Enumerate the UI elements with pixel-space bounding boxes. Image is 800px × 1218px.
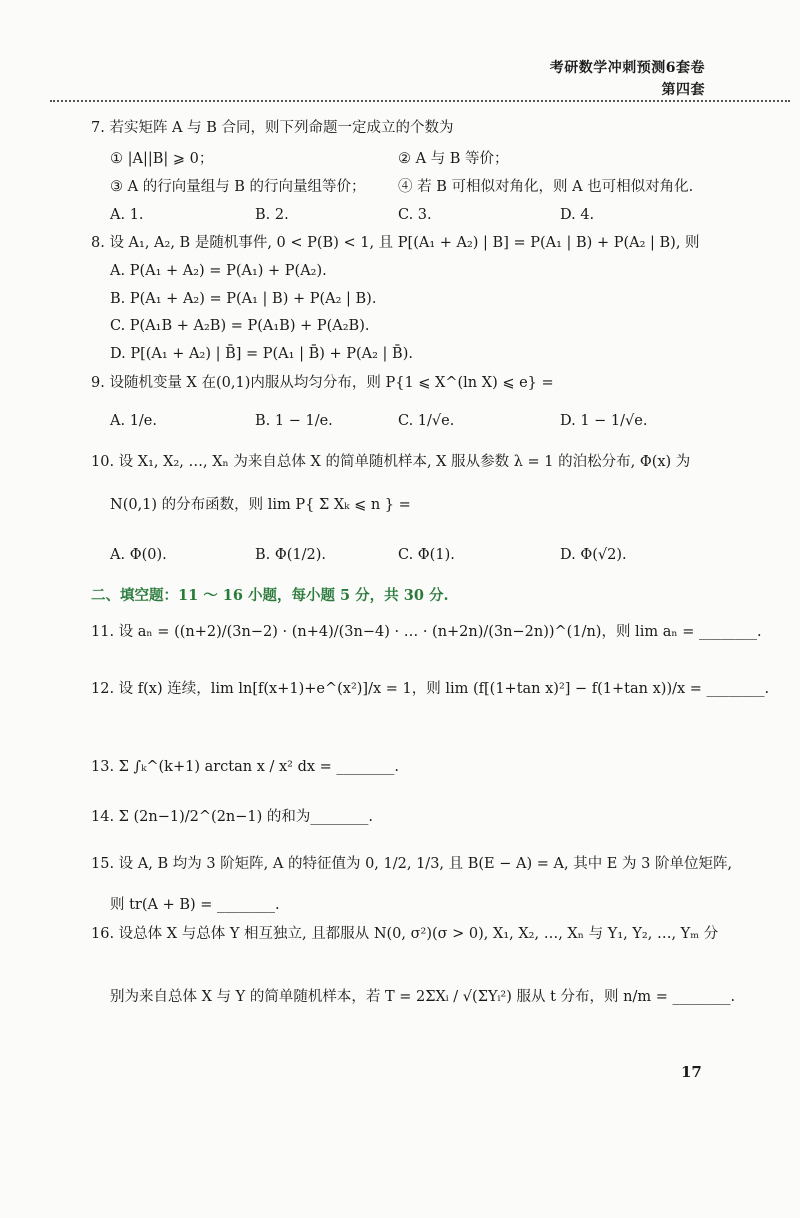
header-subtitle: 第四套 (661, 82, 705, 98)
q11-text: 11. 设 aₙ = ((n+2)/(3n−2) · (n+4)/(3n−4) · … · (n+2n)/(3n−2n))^(1/n)，则 lim aₙ = ________. (91, 624, 762, 640)
q7-statement-4: ④ 若 B 可相似对角化，则 A 也可相似对角化. (398, 179, 694, 195)
q7-option-d: D. 4. (560, 207, 595, 223)
q10-option-d: D. Φ(√2). (560, 547, 627, 563)
q10-option-b: B. Φ(1/2). (255, 547, 327, 563)
q7-option-b: B. 2. (255, 207, 289, 223)
q8-option-d: D. P[(A₁ + A₂) | B̄] = P(A₁ | B̄) + P(A₂ | B̄). (110, 346, 413, 362)
q7-stem: 7. 若实矩阵 A 与 B 合同，则下列命题一定成立的个数为 (91, 120, 454, 136)
q10-option-a: A. Φ(0). (110, 547, 167, 563)
q10-stem: 10. 设 X₁, X₂, …, Xₙ 为来自总体 X 的简单随机样本, X 服从参数 λ = 1 的泊松分布, Φ(x) 为 (91, 454, 691, 470)
q7-statement-2: ② A 与 B 等价； (398, 151, 509, 167)
q9-option-c: C. 1/√e. (398, 413, 455, 429)
q10-stem-continued: N(0,1) 的分布函数，则 lim P{ Σ Xₖ ⩽ n } = (110, 497, 411, 513)
q9-option-b: B. 1 − 1/e. (255, 413, 333, 429)
q15-text-continued: 则 tr(A + B) = ________. (110, 897, 280, 913)
q8-stem: 8. 设 A₁, A₂, B 是随机事件, 0 < P(B) < 1, 且 P[(A₁ + A₂) | B] = P(A₁ | B) + P(A₂ | B), 则 (91, 235, 700, 251)
q9-option-d: D. 1 − 1/√e. (560, 413, 648, 429)
header-title: 考研数学冲刺预测6套卷 (549, 60, 705, 76)
q8-option-a: A. P(A₁ + A₂) = P(A₁) + P(A₂). (110, 263, 327, 279)
q9-option-a: A. 1/e. (110, 413, 157, 429)
q8-option-c: C. P(A₁B + A₂B) = P(A₁B) + P(A₂B). (110, 318, 370, 334)
q16-text: 16. 设总体 X 与总体 Y 相互独立, 且都服从 N(0, σ²)(σ > 0), X₁, X₂, …, Xₙ 与 Y₁, Y₂, …, Yₘ 分 (91, 926, 719, 942)
q16-text-continued: 别为来自总体 X 与 Y 的简单随机样本，若 T = 2ΣXᵢ / √(ΣYᵢ²) 服从 t 分布，则 n/m = ________. (110, 989, 736, 1005)
q10-option-c: C. Φ(1). (398, 547, 455, 563)
q13-text: 13. Σ ∫ₖ^(k+1) arctan x / x² dx = ________. (91, 759, 400, 775)
q14-text: 14. Σ (2n−1)/2^(2n−1) 的和为________. (91, 809, 374, 825)
q15-text: 15. 设 A, B 均为 3 阶矩阵, A 的特征值为 0, 1/2, 1/3, 且 B(E − A) = A, 其中 E 为 3 阶单位矩阵, (91, 856, 733, 872)
page-number: 17 (681, 1063, 702, 1081)
section-2-heading: 二、填空题：11 ～ 16 小题，每小题 5 分，共 30 分. (91, 587, 449, 604)
q7-option-c: C. 3. (398, 207, 432, 223)
q12-text: 12. 设 f(x) 连续，lim ln[f(x+1)+e^(x²)]/x = 1，则 lim (f[(1+tan x)²] − f(1+tan x))/x = ________. (91, 681, 770, 697)
q8-option-b: B. P(A₁ + A₂) = P(A₁ | B) + P(A₂ | B). (110, 291, 377, 307)
header-divider (50, 100, 790, 102)
q9-stem: 9. 设随机变量 X 在(0,1)内服从均匀分布，则 P{1 ⩽ X^(ln X) ⩽ e} = (91, 375, 554, 391)
q7-option-a: A. 1. (110, 207, 144, 223)
q7-statement-1: ① |A||B| ⩾ 0； (110, 151, 214, 167)
q7-statement-3: ③ A 的行向量组与 B 的行向量组等价； (110, 179, 366, 195)
